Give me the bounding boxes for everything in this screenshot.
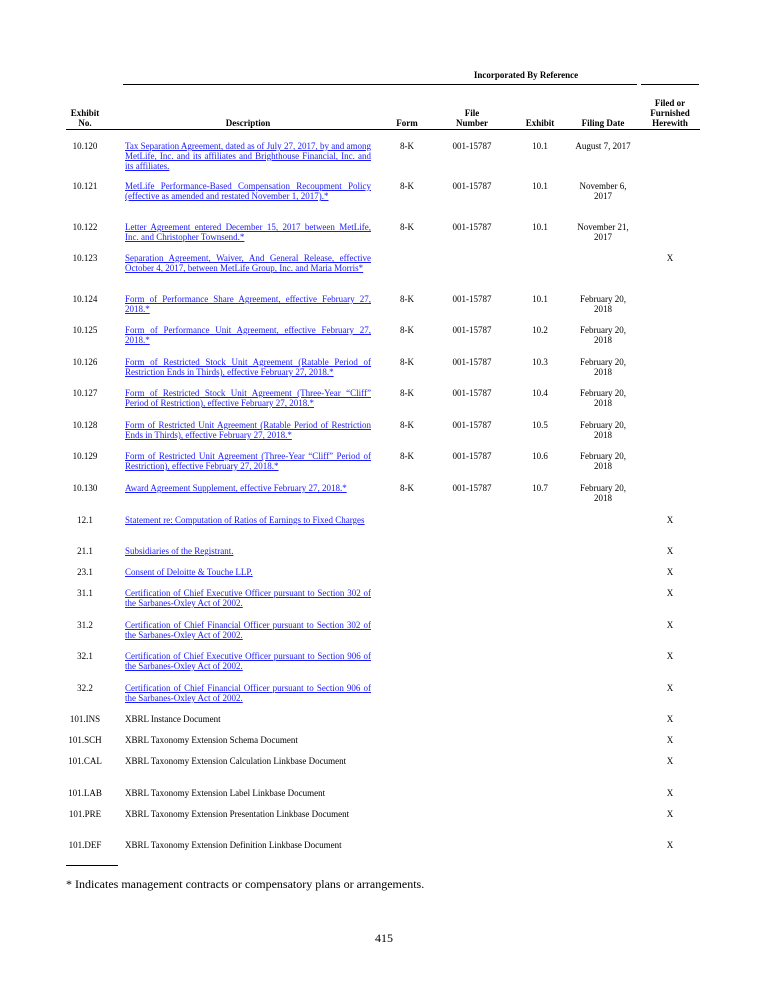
exhibit: 10.1	[532, 141, 548, 151]
filed-herewith-mark: X	[666, 515, 674, 525]
file-number: 001-15787	[452, 357, 492, 367]
exhibit-number: 23.1	[77, 567, 93, 577]
file-number: 001-15787	[452, 222, 492, 232]
exhibit-number: 10.120	[72, 141, 98, 151]
form: 8-K	[400, 222, 414, 232]
footnote: * Indicates management contracts or compensatory plans or arrangements.	[66, 877, 425, 891]
file-number-header-line1: File	[464, 108, 480, 118]
exhibit-number: 101.LAB	[68, 788, 102, 798]
filing-date: February 20, 2018	[580, 420, 626, 440]
file-number: 001-15787	[452, 420, 492, 430]
exhibit-no-header-line2: No.	[78, 118, 92, 128]
description-link[interactable]: MetLife Performance-Based Compensation Recoupment Policy (effective as amended and restated November 1, 2017).*	[125, 181, 371, 201]
exhibit-number: 10.122	[72, 222, 98, 232]
filed-herewith-mark: X	[666, 735, 674, 745]
filed-herewith-mark: X	[666, 714, 674, 724]
column-header-form: Form	[396, 118, 418, 128]
description-link[interactable]: Separation Agreement, Waiver, And General Release, effective October 4, 2017, between MetLife Group, Inc. and Maria Morris*	[125, 253, 371, 273]
description-link[interactable]: Form of Performance Share Agreement, effective February 27, 2018.*	[125, 294, 371, 314]
description-link[interactable]: Statement re: Computation of Ratios of Earnings to Fixed Charges	[125, 515, 365, 525]
exhibit: 10.1	[532, 294, 548, 304]
filed-herewith-mark: X	[666, 567, 674, 577]
exhibit-number: 21.1	[77, 546, 93, 556]
filed-header-line3: Herewith	[652, 118, 688, 128]
filing-date: November 6, 2017	[579, 181, 627, 201]
exhibit: 10.5	[532, 420, 548, 430]
header-top-rule	[123, 84, 637, 85]
exhibit-number: 101.DEF	[68, 840, 102, 850]
description-link[interactable]: Form of Restricted Stock Unit Agreement (Ratable Period of Restriction Ends in Thirds), effective February 27, 2018.*	[125, 357, 371, 377]
description: XBRL Taxonomy Extension Presentation Linkbase Document	[125, 809, 350, 819]
form: 8-K	[400, 141, 414, 151]
filed-herewith-mark: X	[666, 809, 674, 819]
column-header-exhibit: Exhibit	[525, 118, 555, 128]
exhibit-no-header-line1: Exhibit	[70, 108, 100, 118]
header-bottom-rule	[66, 129, 700, 130]
filing-date: February 20, 2018	[580, 357, 626, 377]
description: XBRL Taxonomy Extension Label Linkbase Document	[125, 788, 326, 798]
exhibit-number: 10.124	[72, 294, 98, 304]
filed-herewith-mark: X	[666, 788, 674, 798]
form: 8-K	[400, 325, 414, 335]
filing-date: February 20, 2018	[580, 325, 626, 345]
exhibit-number: 10.130	[72, 483, 98, 493]
exhibit-number: 31.2	[77, 620, 93, 630]
description-link[interactable]: Form of Performance Unit Agreement, effective February 27, 2018.*	[125, 325, 371, 345]
column-header-filing-date: Filing Date	[581, 118, 625, 128]
description-link[interactable]: Form of Restricted Unit Agreement (Three-Year “Cliff” Period of Restriction), effective February 27, 2018.*	[125, 451, 371, 471]
file-number: 001-15787	[452, 294, 492, 304]
exhibit: 10.2	[532, 325, 548, 335]
filed-herewith-mark: X	[666, 546, 674, 556]
exhibit: 10.6	[532, 451, 548, 461]
description: XBRL Instance Document	[125, 714, 221, 724]
exhibit: 10.4	[532, 388, 548, 398]
column-header-filed	[640, 98, 700, 128]
form: 8-K	[400, 181, 414, 191]
footnote-rule	[66, 865, 118, 866]
column-header-description: Description	[225, 118, 271, 128]
form: 8-K	[400, 420, 414, 430]
exhibit-number: 10.127	[72, 388, 98, 398]
filed-herewith-mark: X	[666, 756, 674, 766]
filing-date: February 20, 2018	[580, 483, 626, 503]
filed-herewith-mark: X	[666, 588, 674, 598]
file-number: 001-15787	[452, 388, 492, 398]
description: XBRL Taxonomy Extension Schema Document	[125, 735, 298, 745]
description-link[interactable]: Certification of Chief Executive Officer pursuant to Section 906 of the Sarbanes-Oxley Act of 2002.	[125, 651, 371, 671]
filing-date: November 21, 2017	[577, 222, 629, 242]
filed-header-line1: Filed or	[654, 98, 686, 108]
filing-date: February 20, 2018	[580, 388, 626, 408]
description-link[interactable]: Consent of Deloitte & Touche LLP.	[125, 567, 253, 577]
filed-header-line2: Furnished	[650, 108, 690, 118]
file-number: 001-15787	[452, 325, 492, 335]
filed-herewith-mark: X	[666, 651, 674, 661]
exhibit-number: 10.128	[72, 420, 98, 430]
exhibit-number: 10.123	[72, 253, 98, 263]
column-header-exhibit-no	[60, 108, 110, 128]
exhibit-number: 101.PRE	[68, 809, 102, 819]
exhibit-number: 101.INS	[69, 714, 101, 724]
filing-date: February 20, 2018	[580, 451, 626, 471]
incorporated-by-reference-heading: Incorporated By Reference	[473, 70, 579, 80]
header-top-rule-filed	[641, 84, 699, 85]
exhibit: 10.7	[532, 483, 548, 493]
filed-herewith-mark: X	[666, 620, 674, 630]
description-link[interactable]: Tax Separation Agreement, dated as of July 27, 2017, by and among MetLife, Inc. and its affiliates and Brighthouse Financial, Inc. and its affiliates.	[125, 141, 371, 171]
file-number-header-line2: Number	[456, 118, 488, 128]
form: 8-K	[400, 451, 414, 461]
file-number: 001-15787	[452, 181, 492, 191]
exhibit-number: 31.1	[77, 588, 93, 598]
description-link[interactable]: Certification of Chief Financial Officer pursuant to Section 906 of the Sarbanes-Oxley Act of 2002.	[125, 683, 371, 703]
file-number: 001-15787	[452, 141, 492, 151]
filed-herewith-mark: X	[666, 683, 674, 693]
exhibit-number: 10.121	[72, 181, 98, 191]
file-number: 001-15787	[452, 483, 492, 493]
form: 8-K	[400, 483, 414, 493]
exhibit-number: 10.129	[72, 451, 98, 461]
form: 8-K	[400, 388, 414, 398]
exhibit-number: 101.SCH	[68, 735, 102, 745]
filed-herewith-mark: X	[666, 840, 674, 850]
description: XBRL Taxonomy Extension Calculation Linkbase Document	[125, 756, 347, 766]
description-link[interactable]: Certification of Chief Financial Officer pursuant to Section 302 of the Sarbanes-Oxley Act of 2002.	[125, 620, 371, 640]
column-header-file-number	[432, 108, 512, 128]
exhibit: 10.1	[532, 181, 548, 191]
form: 8-K	[400, 357, 414, 367]
exhibit-number: 10.125	[72, 325, 98, 335]
filing-date: February 20, 2018	[580, 294, 626, 314]
form: 8-K	[400, 294, 414, 304]
page-number: 415	[375, 931, 393, 945]
filed-herewith-mark: X	[666, 253, 674, 263]
description: XBRL Taxonomy Extension Definition Linkbase Document	[125, 840, 342, 850]
file-number: 001-15787	[452, 451, 492, 461]
exhibit-number: 12.1	[77, 515, 93, 525]
exhibit: 10.1	[532, 222, 548, 232]
description-link[interactable]: Subsidiaries of the Registrant.	[125, 546, 234, 556]
description-link[interactable]: Letter Agreement entered December 15, 2017 between MetLife, Inc. and Christopher Townsend.*	[125, 222, 371, 242]
exhibit: 10.3	[532, 357, 548, 367]
description-link[interactable]: Award Agreement Supplement, effective February 27, 2018.*	[125, 483, 347, 493]
description-link[interactable]: Form of Restricted Stock Unit Agreement (Three-Year “Cliff” Period of Restriction), effective February 27, 2018.*	[125, 388, 371, 408]
description-link[interactable]: Certification of Chief Executive Officer pursuant to Section 302 of the Sarbanes-Oxley Act of 2002.	[125, 588, 371, 608]
exhibit-number: 101.CAL	[68, 756, 102, 766]
filing-date: August 7, 2017	[575, 141, 631, 151]
exhibit-number: 32.1	[77, 651, 93, 661]
exhibit-number: 10.126	[72, 357, 98, 367]
description-link[interactable]: Form of Restricted Unit Agreement (Ratable Period of Restriction Ends in Thirds), effective February 27, 2018.*	[125, 420, 371, 440]
exhibit-number: 32.2	[77, 683, 93, 693]
